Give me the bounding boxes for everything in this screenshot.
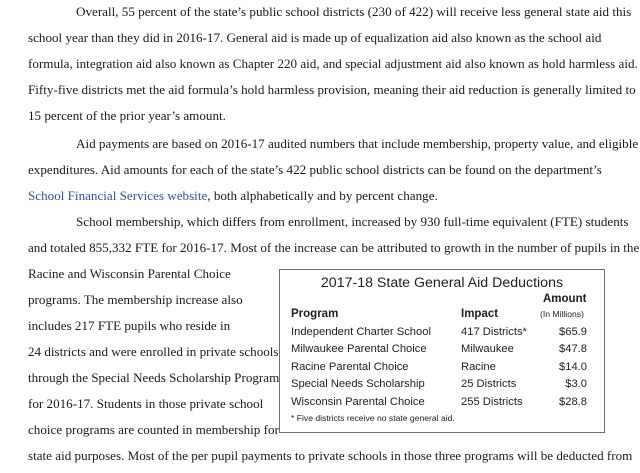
paragraph-1-line-5: 15 percent of the prior year’s amount.: [28, 108, 226, 123]
paragraph-1-line-4: Fifty-five districts met the aid formula’s hold harmless provision, meaning their aid reduction is generally limited to: [28, 82, 636, 97]
column-header-amount: Amount: [543, 293, 587, 305]
paragraph-3-line-7: through the Special Needs Scholarship Program: [28, 370, 280, 385]
amount-cell: $65.9: [559, 326, 587, 338]
paragraph-3-line-3: Racine and Wisconsin Parental Choice: [28, 266, 231, 281]
paragraph-3-line-1: School membership, which differs from enrollment, increased by 930 full-time equivalent (FTE) students: [76, 214, 629, 229]
paragraph-1-line-2: school year than they did in 2016-17. General aid is made up of equalization aid also known as the school aid: [28, 30, 602, 45]
table-title: 2017-18 State General Aid Deductions: [320, 275, 564, 291]
paragraph-3-line-9: choice programs are counted in membership for: [28, 422, 279, 437]
program-cell: Independent Charter School: [291, 326, 431, 338]
program-cell: Special Needs Scholarship: [291, 378, 425, 390]
paragraph-3-line-2: and totaled 855,332 FTE for 2016-17. Most of the increase can be attributed to growth in the number of pupils in the: [28, 240, 640, 255]
program-cell: Racine Parental Choice: [291, 361, 409, 373]
impact-cell: Milwaukee: [461, 343, 514, 355]
amount-cell: $47.8: [559, 343, 587, 355]
impact-cell: 25 Districts: [461, 378, 517, 390]
impact-cell: 417 Districts*: [461, 326, 527, 338]
paragraph-3-line-4: programs. The membership increase also: [28, 292, 243, 307]
aid-deductions-table: [279, 269, 605, 433]
amount-cell: $14.0: [559, 361, 587, 373]
program-cell: Wisconsin Parental Choice: [291, 396, 425, 408]
paragraph-3-line-10: state aid purposes. Most of the per pupil payments to private schools in those three programs will be deducted from: [28, 448, 633, 463]
paragraph-3-line-8: for 2016-17. Students in those private school: [28, 396, 264, 411]
school-financial-services-link[interactable]: School Financial Services website: [28, 188, 208, 203]
column-header-program: Program: [291, 308, 339, 320]
paragraph-1-line-3: formula, integration aid also known as Chapter 220 aid, and special adjustment aid also known as hold harmless aid.: [28, 56, 638, 71]
paragraph-3-line-6: 24 districts and were enrolled in private schools: [28, 344, 279, 359]
paragraph-1-line-1: Overall, 55 percent of the state’s public school districts (230 of 422) will receive less general state aid this: [76, 4, 632, 19]
table-footnote: * Five districts receive no state general aid.: [291, 413, 455, 423]
paragraph-2-line-1: Aid payments are based on 2016-17 audited numbers that include membership, property value, and eligible: [76, 136, 639, 151]
paragraph-2-line-3-tail: , both alphabetically and by percent change.: [207, 188, 438, 203]
paragraph-2-line-2: expenditures. Aid amounts for each of the state’s 422 public school districts can be found on the department’s: [28, 162, 602, 177]
paragraph-2-line-3: [28, 188, 438, 204]
paragraph-3-line-5: includes 217 FTE pupils who reside in: [28, 318, 231, 333]
amount-cell: $28.8: [559, 396, 587, 408]
amount-cell: $3.0: [565, 378, 587, 390]
impact-cell: 255 Districts: [461, 396, 523, 408]
impact-cell: Racine: [461, 361, 496, 373]
column-header-impact: Impact: [461, 308, 499, 320]
program-cell: Milwaukee Parental Choice: [291, 343, 427, 355]
column-header-amount-unit: (In Millions): [540, 309, 584, 319]
